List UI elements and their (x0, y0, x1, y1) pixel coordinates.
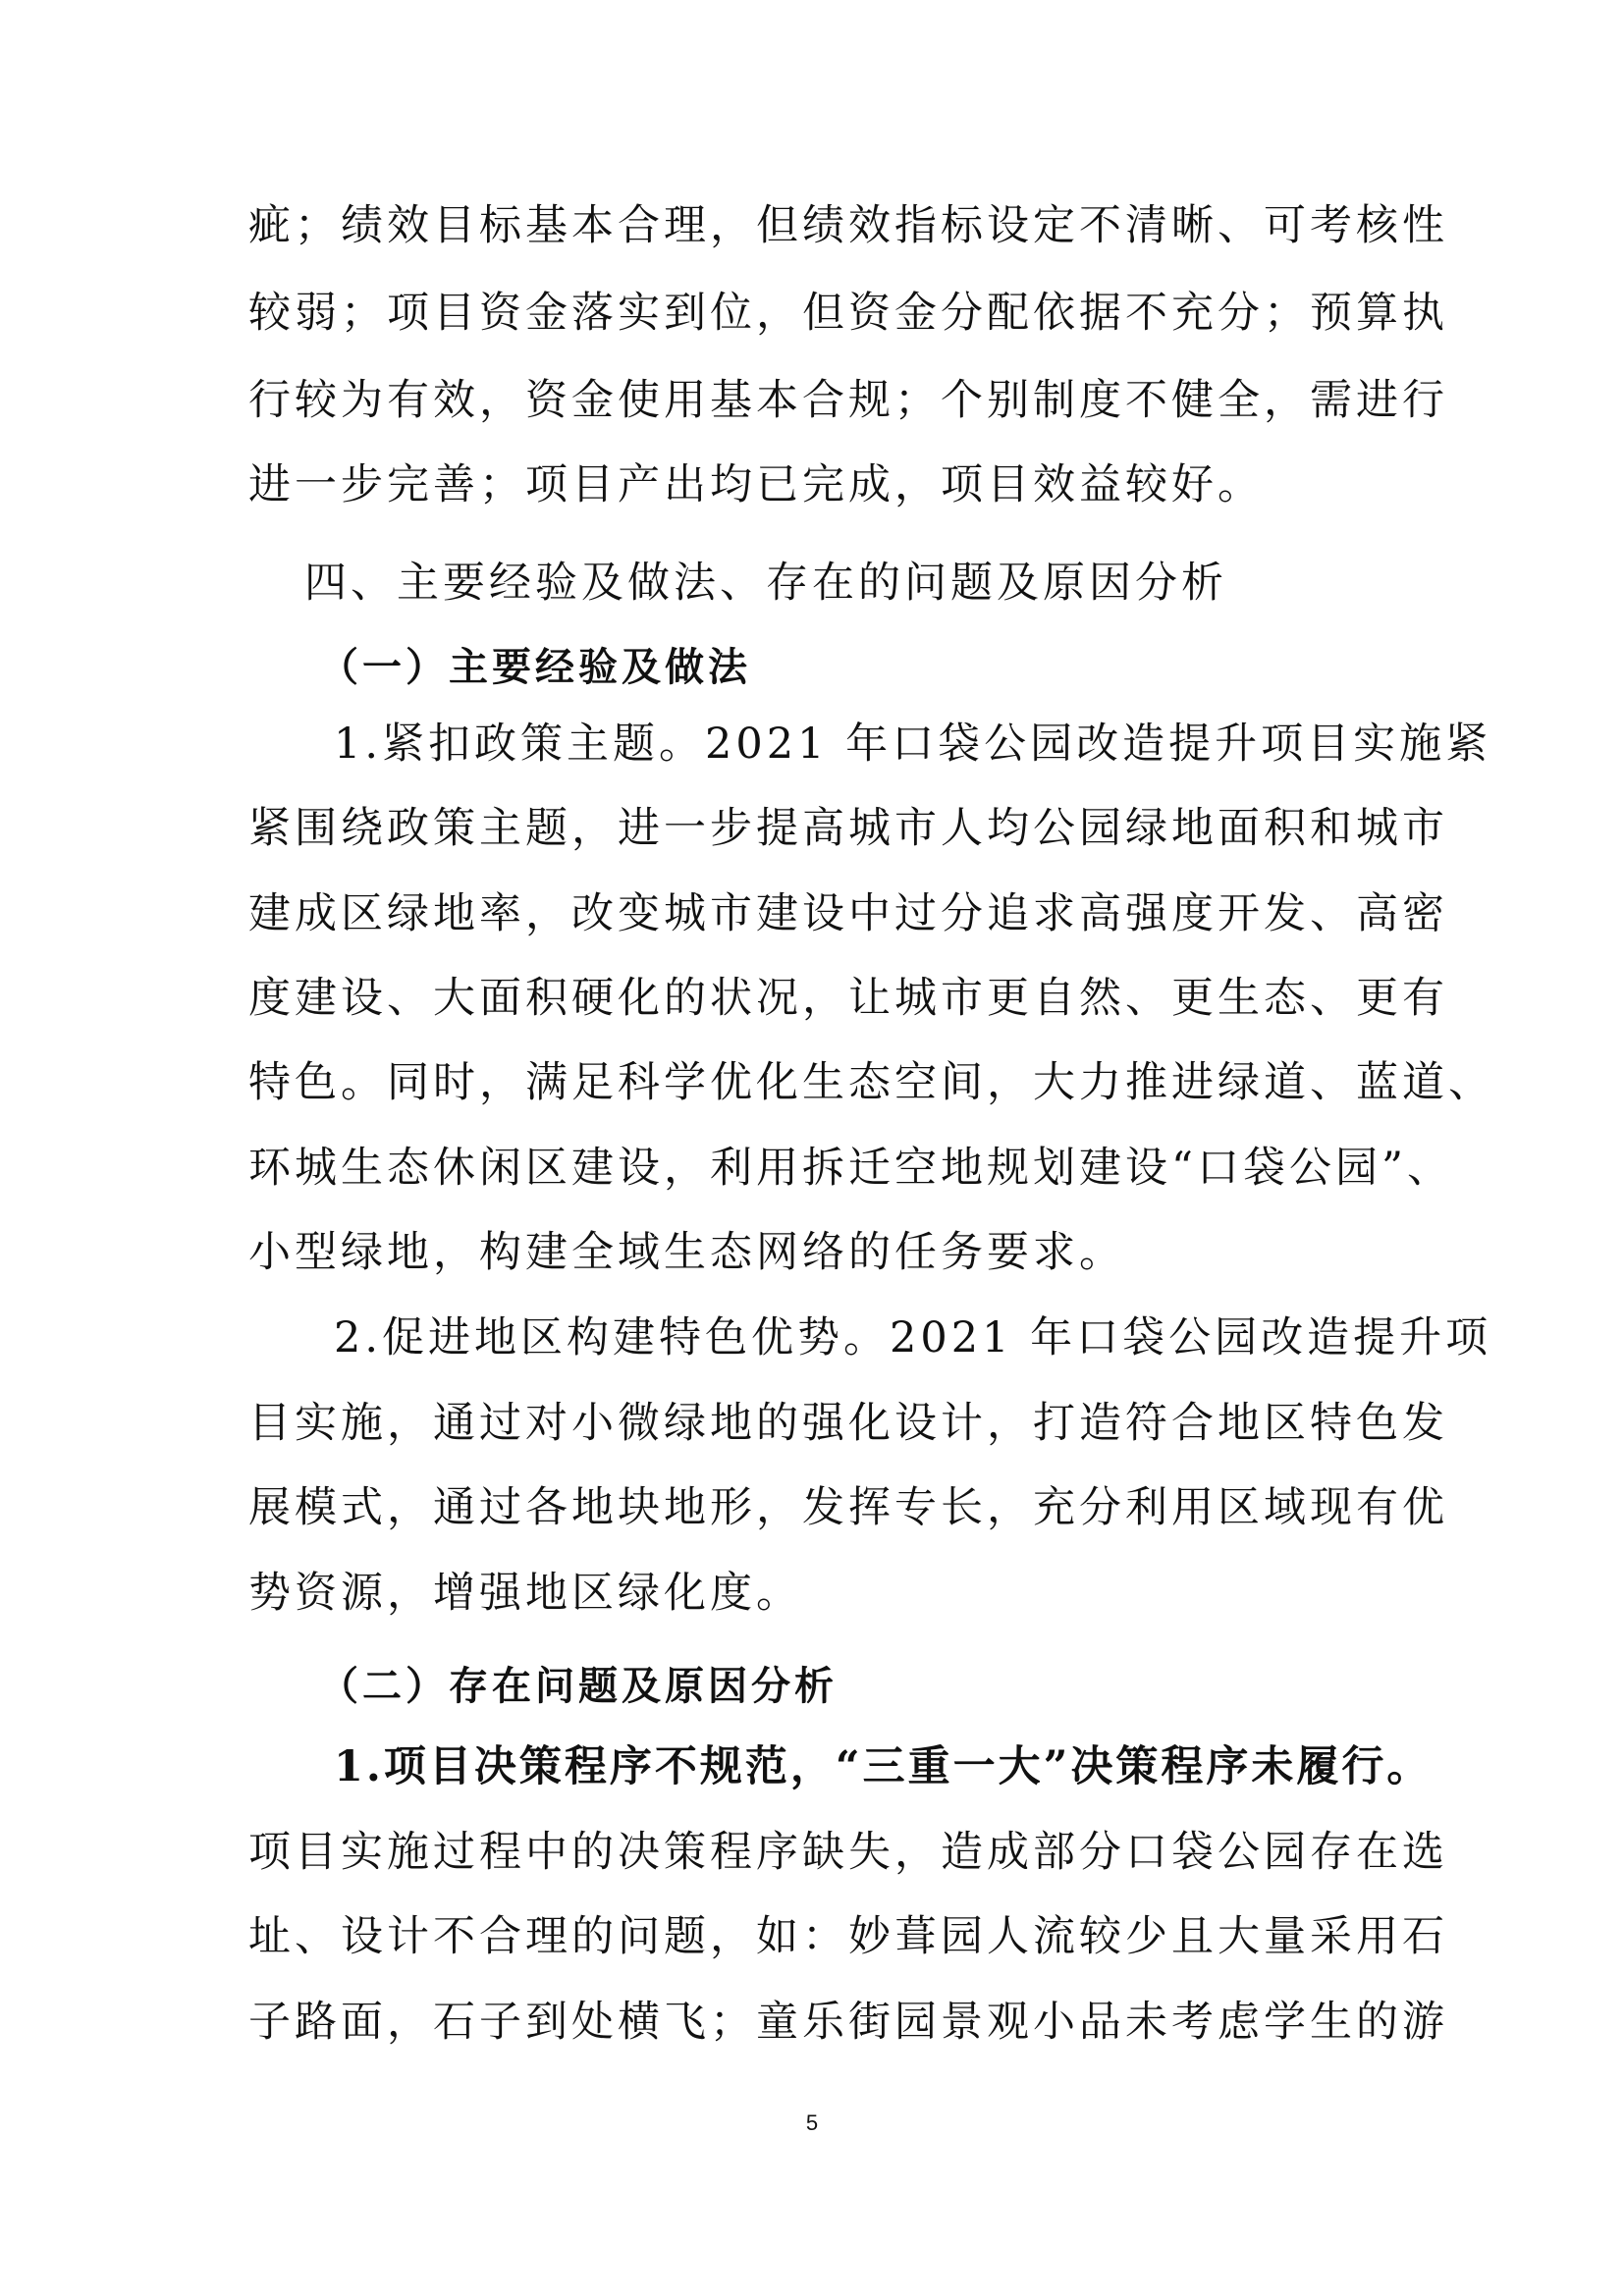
problem-1-title: 1.项目决策程序不规范，“三重一大”决策程序未履行。 (334, 1742, 1433, 1791)
problem-1-line-1: 项目实施过程中的决策程序缺失，造成部分口袋公园存在选 (248, 1828, 1448, 1877)
item-1-line-7: 小型绿地，构建全域生态网络的任务要求。 (248, 1228, 1125, 1277)
item-1-line-6: 环城生态休闲区建设，利用拆迁空地规划建设“口袋公园”、 (248, 1144, 1453, 1193)
item-1-line-2: 紧围绕政策主题，进一步提高城市人均公园绿地面积和城市 (248, 804, 1448, 853)
problem-1-line-3: 子路面，石子到处横飞；童乐街园景观小品未考虑学生的游 (248, 1998, 1448, 2047)
item-2-line-3: 展模式，通过各地块地形，发挥专长，充分利用区域现有优 (248, 1483, 1448, 1532)
item-1-line-5: 特色。同时，满足科学优化生态空间，大力推进绿道、蓝道、 (248, 1058, 1494, 1107)
item-1-line-4: 度建设、大面积硬化的状况，让城市更自然、更生态、更有 (248, 974, 1448, 1023)
intro-line-3: 行较为有效，资金使用基本合规；个别制度不健全，需进行 (248, 376, 1448, 425)
item-2-line-1: 2.促进地区构建特色优势。2021 年口袋公园改造提升项 (334, 1313, 1492, 1362)
intro-line-4: 进一步完善；项目产出均已完成，项目效益较好。 (248, 460, 1264, 509)
intro-line-2: 较弱；项目资金落实到位，但资金分配依据不充分；预算执 (248, 289, 1448, 338)
page-number: 5 (805, 2110, 819, 2135)
subsection-2-heading: （二）存在问题及原因分析 (319, 1664, 838, 1709)
item-1-line-3: 建成区绿地率，改变城市建设中过分追求高强度开发、高密 (248, 889, 1448, 938)
problem-1-line-2: 址、设计不合理的问题，如：妙葺园人流较少且大量采用石 (248, 1912, 1448, 1961)
item-2-line-2: 目实施，通过对小微绿地的强化设计，打造符合地区特色发 (248, 1399, 1448, 1448)
subsection-1-heading: （一）主要经验及做法 (319, 645, 751, 690)
item-1-line-1: 1.紧扣政策主题。2021 年口袋公园改造提升项目实施紧 (334, 720, 1492, 769)
section-4-heading: 四、主要经验及做法、存在的问题及原因分析 (304, 559, 1227, 608)
item-2-line-4: 势资源，增强地区绿化度。 (248, 1569, 802, 1618)
intro-line-1: 疵；绩效目标基本合理，但绩效指标设定不清晰、可考核性 (248, 201, 1448, 250)
